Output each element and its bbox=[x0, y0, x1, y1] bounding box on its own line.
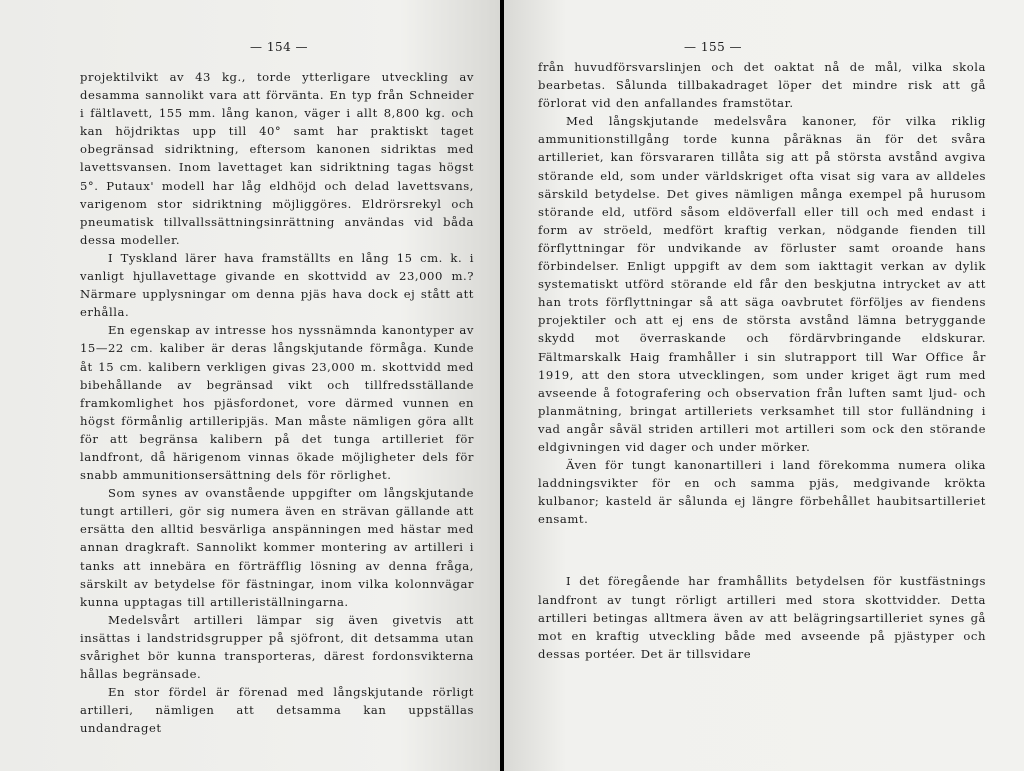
paragraph: Medelsvårt artilleri lämpar sig även givetvis att insättas i landstridsgrupper på sjöfront, dit detsamma utan svårighet bör kunna transporteras, därest fordonsvikterna hållas begränsade. bbox=[80, 612, 474, 682]
page-body bbox=[538, 58, 986, 663]
paragraph: Som synes av ovanstående uppgifter om långskjutande tungt artilleri, gör sig numera även en strävan gällande att ersätta den alltid besvärliga anspänningen med hästar med annan dragkraft. Sannolikt kommer montering av artilleri i tanks att innebära en förträfflig lösning av denna fråga, särskilt av betydelse för fästningar, inom vilka kolonnvägar kunna upptagas till artilleriställningarna. bbox=[80, 486, 474, 609]
left-page bbox=[0, 0, 500, 771]
paragraph: En stor fördel är förenad med långskjutande rörligt artilleri, nämligen att detsamma kan uppställas undandraget bbox=[80, 685, 474, 736]
right-page bbox=[504, 0, 1024, 771]
page-number: — 154 — bbox=[250, 40, 309, 54]
paragraph: I Tyskland lärer hava framställts en lång 15 cm. k. i vanligt hjullavettage givande en skottvidd av 23,000 m.? Närmare upplysningar om denna pjäs hava dock ej stått att erhålla. bbox=[80, 250, 474, 320]
paragraph: Även för tungt kanonartilleri i land förekomma numera olika laddningsvikter för en och samma pjäs, medgivande krökta kulbanor; kasteld är sålunda ej längre förbehållet haubitsartilleriet ensamt. bbox=[538, 458, 986, 527]
paragraph: I det föregående har framhållits betydelsen för kustfästnings landfront av tungt rörligt artilleri med stora skottvidder. Detta artilleri betingas alltmera även av att belägringsartilleriet synes gå mot en kraftig utveckling både med avseende på pjästyper och dessas portéer. Det är tillsvidare bbox=[538, 574, 986, 661]
paragraph: projektilvikt av 43 kg., torde ytterligare utveckling av desamma sannolikt vara att förvänta. En typ från Schneider i fältlavett, 155 mm. lång kanon, väger i allt 8,800 kg. och kan höjdriktas upp till 40° samt har praktiskt taget obegränsad sidriktning, eftersom kanonen sidriktas med lavettsvansen. Inom lavettaget kan sidriktning tagas högst 5°. Putaux' modell har låg eldhöjd och delad lavettsvans, varigenom stor sidriktning möjliggöres. Eldrörsrekyl och pneumatisk tillvallssättningsinrättning användas vid båda dessa modeller. bbox=[80, 70, 474, 247]
paragraph: Med långskjutande medelsvåra kanoner, för vilka riklig ammunitionstillgång torde kunna påräknas än för det svåra artilleriet, kan försvararen tillåta sig att på största avstånd avgiva störande eld, som under världskriget ofta visat sig vara av alldeles särskild betydelse. Det gives nämligen många exempel på hurusom störande eld, utförd såsom eldöverfall eller till och med endast i form av ströeld, medfört kraftig verkan, nödgande fienden till förflyttningar för undvikande av förluster samt oroande hans förbindelser. Enligt uppgift av dem som iakttagit verkan av dylik systematiskt utförd störande eld får den beskjutna intrycket av att han trots förflyttningar så att säga oavbrutet förföljes av fiendens projektiler och att ej ens de största avstånd lämna betryggande skydd mot överraskande och fördärvbringande eldskurar. Fältmarskalk Haig framhåller i sin slutrapport till War Office år 1919, att den stora utvecklingen, som under kriget ägt rum med avseende å fotografering och observation från luften samt ljud- och planmätning, bringat artilleriets verksamhet till stor fulländning i vad angår såväl striden artilleri mot artilleri som ock den störande eldgivningen vid dager och under mörker. bbox=[538, 114, 986, 454]
page-body bbox=[80, 68, 474, 737]
paragraph: från huvudförsvarslinjen och det oaktat nå de mål, vilka skola bearbetas. Sålunda tillbakadraget löper det mindre risk att gå förlorat vid den anfallandes framstötar. bbox=[538, 60, 986, 111]
page-number: — 155 — bbox=[684, 40, 743, 54]
paragraph: En egenskap av intresse hos nyssnämnda kanontyper av 15—22 cm. kaliber är deras långskjutande förmåga. Kunde åt 15 cm. kalibern verkligen givas 23,000 m. skottvidd med bibehållande av begränsad vikt och tillfredsställande framkomlighet hos pjäsfordonet, vore därmed vunnen en högst förmånlig artilleripjäs. Man måste nämligen göra allt för att begränsa kalibern på det tunga artilleriet för landfront, då härigenom vinnas ökade möjligheter dels för snabb ammunitionsersättning dels för rörlighet. bbox=[80, 323, 474, 483]
